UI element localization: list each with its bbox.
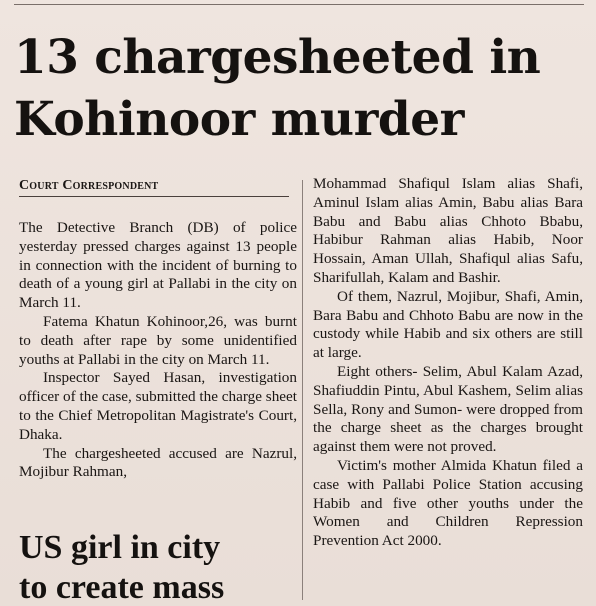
- paragraph: Of them, Nazrul, Mojibur, Shafi, Amin, Bara Babu and Chhoto Babu are now in the custody while Habib and six others are still at large.: [313, 287, 583, 362]
- byline: Court Correspondent: [19, 178, 289, 197]
- headline-line-1: 13 chargesheeted in: [14, 30, 541, 85]
- sub-headline-line-1: US girl in city: [19, 529, 221, 566]
- paragraph: Eight others- Selim, Abul Kalam Azad, Shafiuddin Pintu, Abul Kashem, Selim alias Sella, Rony and Sumon- were dropped from the charge sheet as the charges brought against them were not proved.: [313, 362, 583, 456]
- article-column-right: [313, 175, 583, 551]
- next-article-headline: [19, 528, 299, 606]
- paragraph: Fatema Khatun Kohinoor,26, was burnt to death after rape by some unidentified youths at Pallabi in the city on March 11.: [19, 312, 297, 368]
- paragraph: Mohammad Shafiqul Islam alias Shafi, Aminul Islam alias Amin, Babu alias Bara Babu and Babu alias Chhoto Bbabu, Habibur Rahman alias Habib, Noor Hossain, Aman Ullah, Shafiqul alias Safu, Sharifullah, Kalam and Bashir.: [313, 175, 583, 286]
- headline: [14, 27, 586, 151]
- paragraph: Inspector Sayed Hasan, investigation officer of the case, submitted the charge sheet to the Chief Metropolitan Magistrate's Court, Dhaka.: [19, 369, 297, 443]
- headline-line-2: Kohinoor murder: [14, 92, 464, 147]
- top-rule: [14, 4, 584, 5]
- paragraph: The Detective Branch (DB) of police yesterday pressed charges against 13 people in connection with the incident of burning to death of a young girl at Pallabi in the city on March 11.: [19, 219, 297, 312]
- sub-headline-line-2: to create mass: [19, 569, 225, 606]
- article-column-left: [19, 178, 297, 482]
- column-divider: [302, 180, 303, 600]
- paragraph: Victim's mother Almida Khatun filed a case with Pallabi Police Station accusing Habib and five other youths under the Women and Children Repression Prevention Act 2000.: [313, 456, 583, 550]
- paragraph: The chargesheeted accused are Nazrul, Mojibur Rahman,: [19, 444, 297, 481]
